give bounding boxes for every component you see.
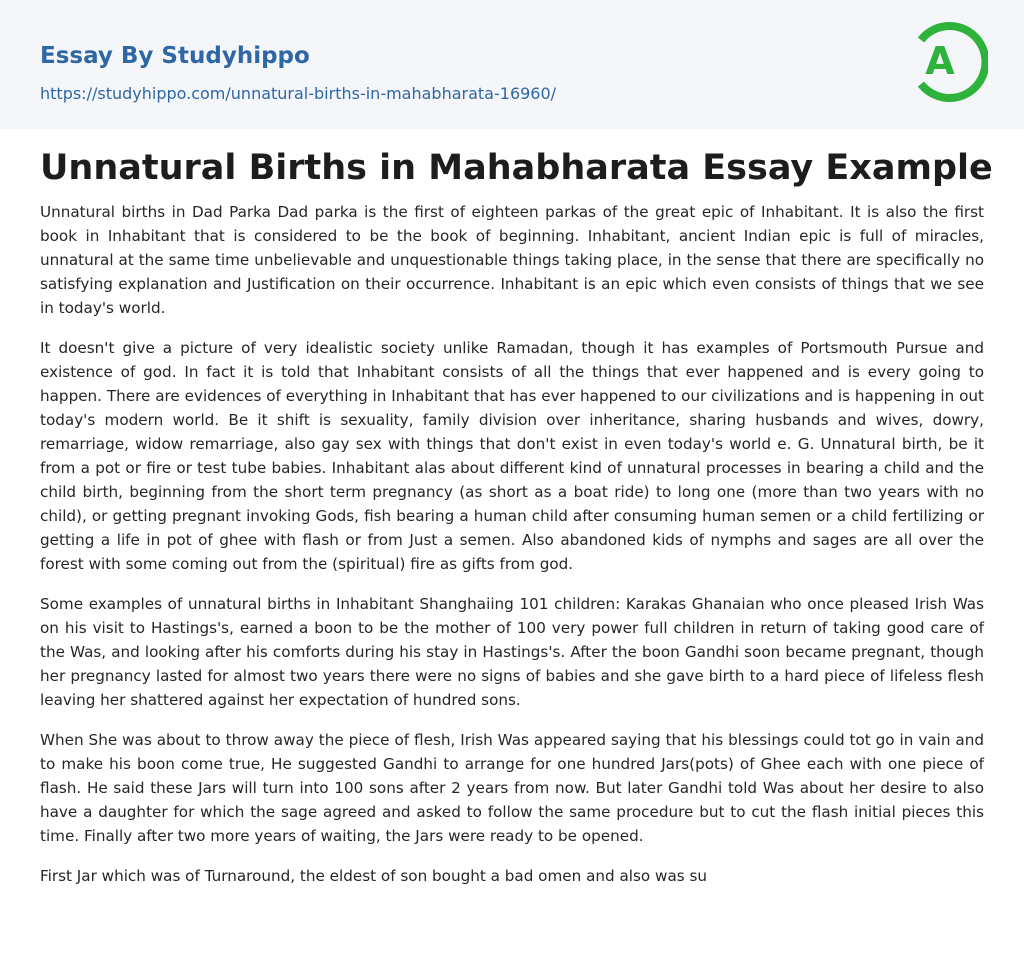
essay-paragraph: Some examples of unnatural births in Inhabitant Shanghaiing 101 children: Karakas Ghanaian who once pleased Irish Was on his visit to Hastings's, earned a boon to be the mother of 100 very power full children in return of taking good care of the Was, and looking after his comforts during his stay in Hastings's. After the boon Gandhi soon became pregnant, though her pregnancy lasted for almost two years there were no signs of babies and she gave birth to a hard piece of lifeless flesh leaving her shattered against her expectation of hundred sons. [40,595,984,709]
essay-url-link[interactable]: https://studyhippo.com/unnatural-births-in-mahabharata-16960/ [40,84,557,103]
essay-paragraph: It doesn't give a picture of very idealistic society unlike Ramadan, though it has examples of Portsmouth Pursue and existence of god. In fact it is told that Inhabitant consists of all the things that ever happened and is every going to happen. There are evidences of everything in Inhabitant that has ever happened to our civilizations and is happening in out today's modern world. Be it shift is sexuality, family division over inheritance, sharing husbands and wives, dowry, remarriage, widow remarriage, also gay sex with things that don't exist in even today's world e. G. Unnatural birth, be it from a pot or fire or test tube babies. Inhabitant alas about different kind of unnatural processes in bearing a child and the child birth, beginning from the short term pregnancy (as short as a boat ride) to long one (more than two years with no child), or getting pregnant invoking Gods, fish bearing a human child after consuming human semen or a child fertilizing or getting a life in pot of ghee with flash or from Just a semen. Also abandoned kids of nymphs and sages are all over the forest with some coming out from the (spiritual) fire as gifts from god. [40,339,984,573]
essay-paragraph: When She was about to throw away the piece of flesh, Irish Was appeared saying that his blessings could tot go in vain and to make his boon come true, He suggested Gandhi to arrange for one hundred Jars(pots) of Ghee each with one piece of flash. He said these Jars will turn into 100 sons after 2 years from now. But later Gandhi told Was about her desire to also have a daughter for which the sage agreed and asked to follow the same procedure but to cut the flash initial pieces this time. Finally after two more years of waiting, the Jars were ready to be opened. [40,731,984,845]
site-brand[interactable]: Essay By Studyhippo [40,43,310,69]
essay-body [40,200,984,904]
essay-paragraph-truncated: First Jar which was of Turnaround, the eldest of son bought a bad omen and also was su [40,867,708,885]
logo-letter: A [925,39,955,83]
studyhippo-logo-icon[interactable] [912,18,988,106]
page-title: Unnatural Births in Mahabharata Essay Example [40,148,993,188]
site-header [0,0,1024,129]
essay-paragraph: Unnatural births in Dad Parka Dad parka is the first of eighteen parkas of the great epic of Inhabitant. It is also the first book in Inhabitant that is considered to be the book of beginning. Inhabitant, ancient Indian epic is full of miracles, unnatural at the same time unbelievable and unquestionable things taking place, in the sense that there are specifically no satisfying explanation and Justification on their occurrence. Inhabitant is an epic which even consists of things that we see in today's world. [40,203,984,317]
